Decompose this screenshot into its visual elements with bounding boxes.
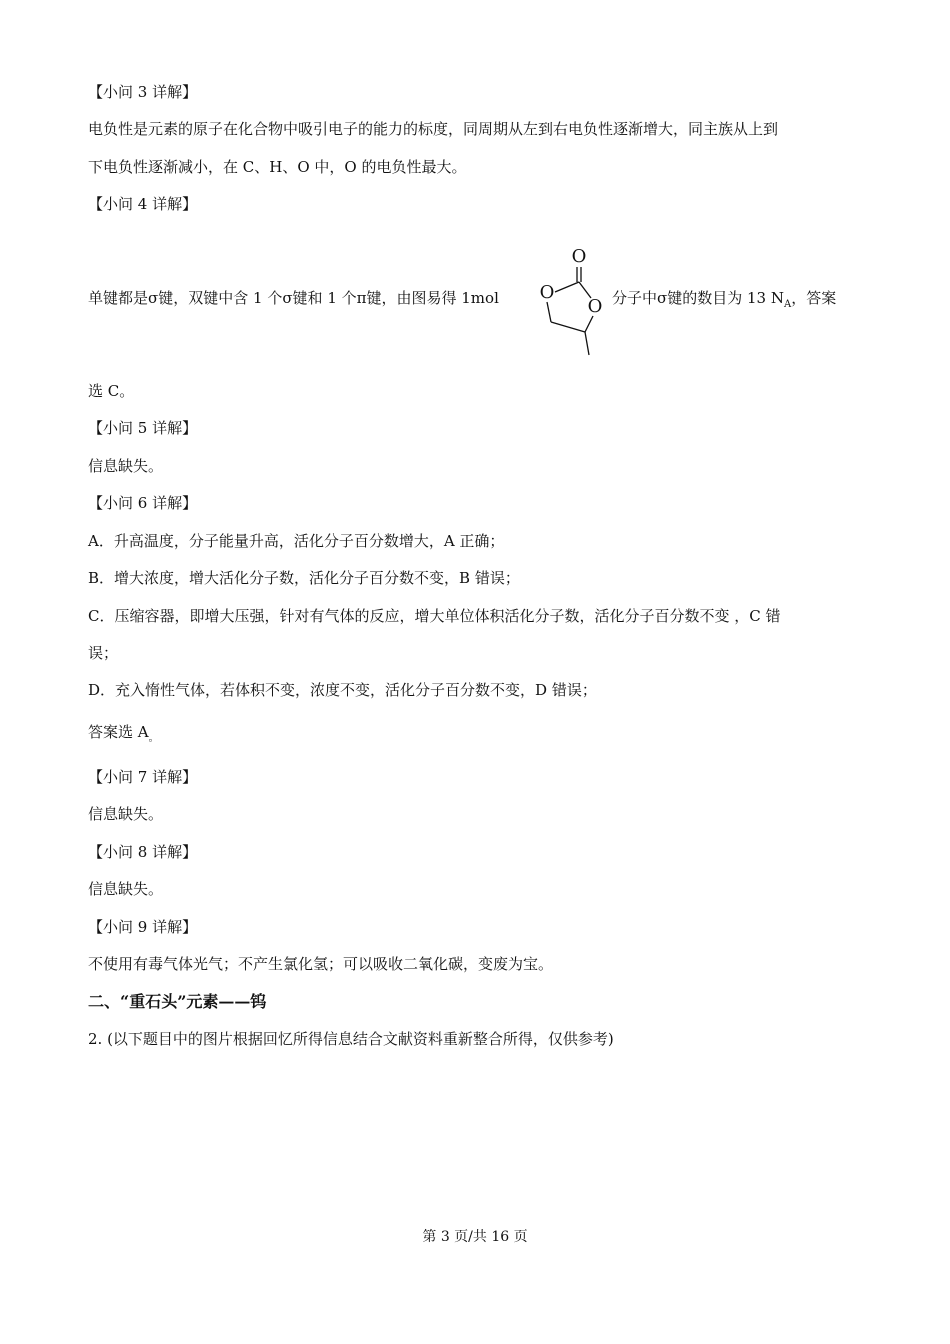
q6-answer-end: 。: [148, 733, 159, 744]
mol-bond-oleft-ch2: [547, 302, 551, 322]
q4-line-2: 选 C。: [88, 382, 135, 400]
q9-body: 不使用有毒气体光气；不产生氯化氢；可以吸收二氧化碳，变废为宝。: [88, 955, 554, 973]
q6-option-b: B．增大浓度，增大活化分子数，活化分子百分数不变，B 错误；: [88, 569, 520, 587]
q9-header: 【小问 9 详解】: [88, 918, 198, 936]
q6-option-a: A．升高温度，分子能量升高，活化分子百分数增大，A 正确；: [88, 532, 505, 550]
mol-atom-o-top: O: [571, 246, 587, 267]
question-2-intro: 2. (以下题目中的图片根据回忆所得信息结合文献资料重新整合所得，仅供参考): [88, 1030, 614, 1048]
mol-atom-o-right: O: [587, 296, 603, 317]
q6-header: 【小问 6 详解】: [88, 494, 198, 512]
mol-bond-ch-oright: [585, 316, 593, 332]
q4-subscript: A: [784, 299, 792, 310]
q7-body: 信息缺失。: [88, 805, 164, 823]
mol-bond-ch2-ch: [551, 322, 585, 332]
q6-option-c-line-1: C．压缩容器，即增大压强，针对有气体的反应，增大单位体积活化分子数，活化分子百分数不变 ，C 错: [88, 607, 781, 625]
q3-line-1: 电负性是元素的原子在化合物中吸引电子的能力的标度，同周期从左到右电负性逐渐增大，同主族从上到: [88, 120, 779, 138]
q3-header: 【小问 3 详解】: [88, 83, 198, 101]
q4-line-1-end: [612, 288, 836, 315]
q5-header: 【小问 5 详解】: [88, 419, 198, 437]
cyclic-carbonate-structure: [533, 240, 613, 360]
q5-body: 信息缺失。: [88, 457, 164, 475]
q4-line-1-start: 单键都是σ键，双键中含 1 个σ键和 1 个π键，由图易得 1mol: [88, 289, 499, 307]
q6-option-d: D．充入惰性气体，若体积不变，浓度不变，活化分子百分数不变，D 错误；: [88, 681, 597, 699]
q8-body: 信息缺失。: [88, 880, 164, 898]
q8-header: 【小问 8 详解】: [88, 843, 198, 861]
mol-bond-c-oright: [579, 282, 591, 298]
q4-header: 【小问 4 详解】: [88, 195, 198, 213]
q6-answer-text: 答案选 A: [88, 723, 149, 741]
mol-atom-o-left: O: [539, 282, 555, 303]
mol-bond-methyl: [585, 332, 589, 355]
q4-answer-prefix: ，答案: [791, 289, 837, 307]
q3-line-2: 下电负性逐渐减小，在 C、H、O 中，O 的电负性最大。: [88, 158, 467, 176]
q4-sigma-count: 分子中σ键的数目为 13 N: [612, 289, 784, 307]
q6-option-c-line-2: 误；: [88, 644, 119, 662]
q6-answer: [88, 722, 159, 749]
mol-bond-c-oleft: [555, 282, 579, 292]
q7-header: 【小问 7 详解】: [88, 768, 198, 786]
page-footer: 第 3 页/共 16 页: [422, 1229, 528, 1245]
section-2-title: 二、“重石头”元素——钨: [88, 992, 267, 1011]
